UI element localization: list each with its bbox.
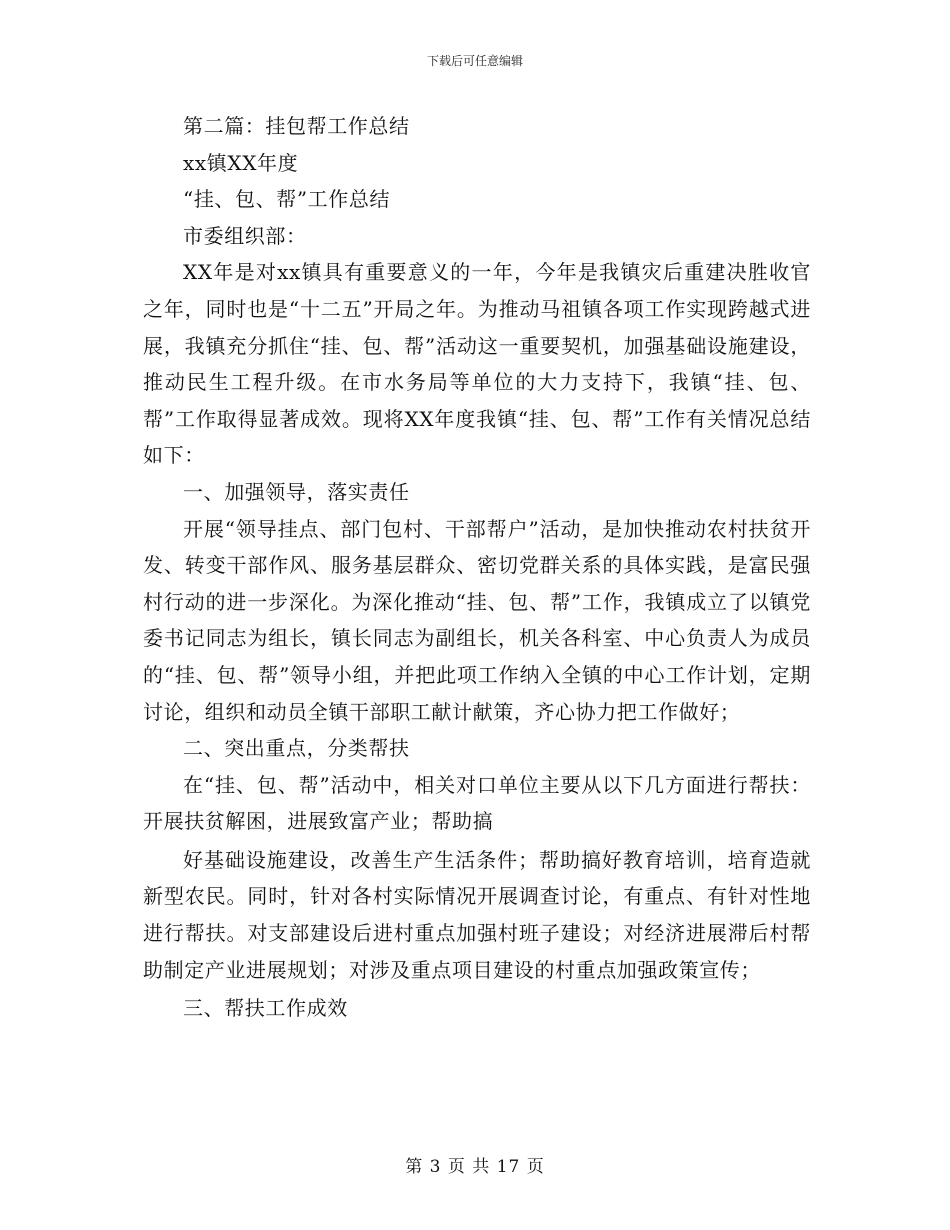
- page-footer: [0, 1152, 950, 1177]
- footer-total-pages: 17: [496, 1157, 521, 1177]
- intro-paragraph: XX年是对xx镇具有重要意义的一年，今年是我镇灾后重建决胜收官之年，同时也是“十二五”开局之年。为推动马祖镇各项工作实现跨越式进展，我镇充分抓住“挂、包、帮”活动这一重要契机，加强基础设施建设，推动民生工程升级。在市水务局等单位的大力支持下，我镇“挂、包、帮”工作取得显著成效。现将XX年度我镇“挂、包、帮”工作有关情况总结如下：: [143, 260, 811, 468]
- header-note: 下载后可任意编辑: [426, 54, 523, 68]
- report-subtitle: “挂、包、帮”工作总结: [183, 187, 391, 212]
- body-paragraph-1: 开展“领导挂点、部门包村、干部帮户”活动，是加快推动农村扶贫开发、转变干部作风、服务基层群众、密切党群关系的具体实践，是富民强村行动的进一步深化。为深化推动“挂、包、帮”工作，我镇成立了以镇党委书记同志为组长，镇长同志为副组长，机关各科室、中心负责人为成员的“挂、包、帮”领导小组，并把此项工作纳入全镇的中心工作计划，定期讨论，组织和动员全镇干部职工献计献策，齐心协力把工作做好；: [143, 516, 811, 724]
- addressee: 市委组织部：: [183, 223, 307, 248]
- heading-2: 二、突出重点，分类帮扶: [183, 736, 410, 761]
- footer-suffix: 页: [526, 1157, 545, 1177]
- report-subtitle-year: xx镇XX年度: [183, 150, 299, 175]
- footer-mid: 页 共: [447, 1157, 491, 1177]
- footer-page-number: 3: [429, 1157, 442, 1177]
- body-paragraph-2b: 好基础设施建设，改善生产生活条件；帮助搞好教育培训，培育造就新型农民。同时，针对各村实际情况开展调查讨论，有重点、有针对性地进行帮扶。对支部建设后进村重点加强村班子建设；对经济进展滞后村帮助制定产业进展规划；对涉及重点项目建设的村重点加强政策宣传；: [143, 847, 811, 982]
- heading-1: 一、加强领导，落实责任: [183, 479, 410, 504]
- body-paragraph-2a: 在“挂、包、帮”活动中，相关对口单位主要从以下几方面进行帮扶：开展扶贫解困，进展致富产业；帮助搞: [143, 772, 811, 834]
- section-title: 第二篇：挂包帮工作总结: [183, 114, 410, 138]
- heading-3: 三、帮扶工作成效: [183, 996, 348, 1021]
- footer-prefix: 第: [405, 1157, 424, 1177]
- document-body: [143, 108, 811, 1027]
